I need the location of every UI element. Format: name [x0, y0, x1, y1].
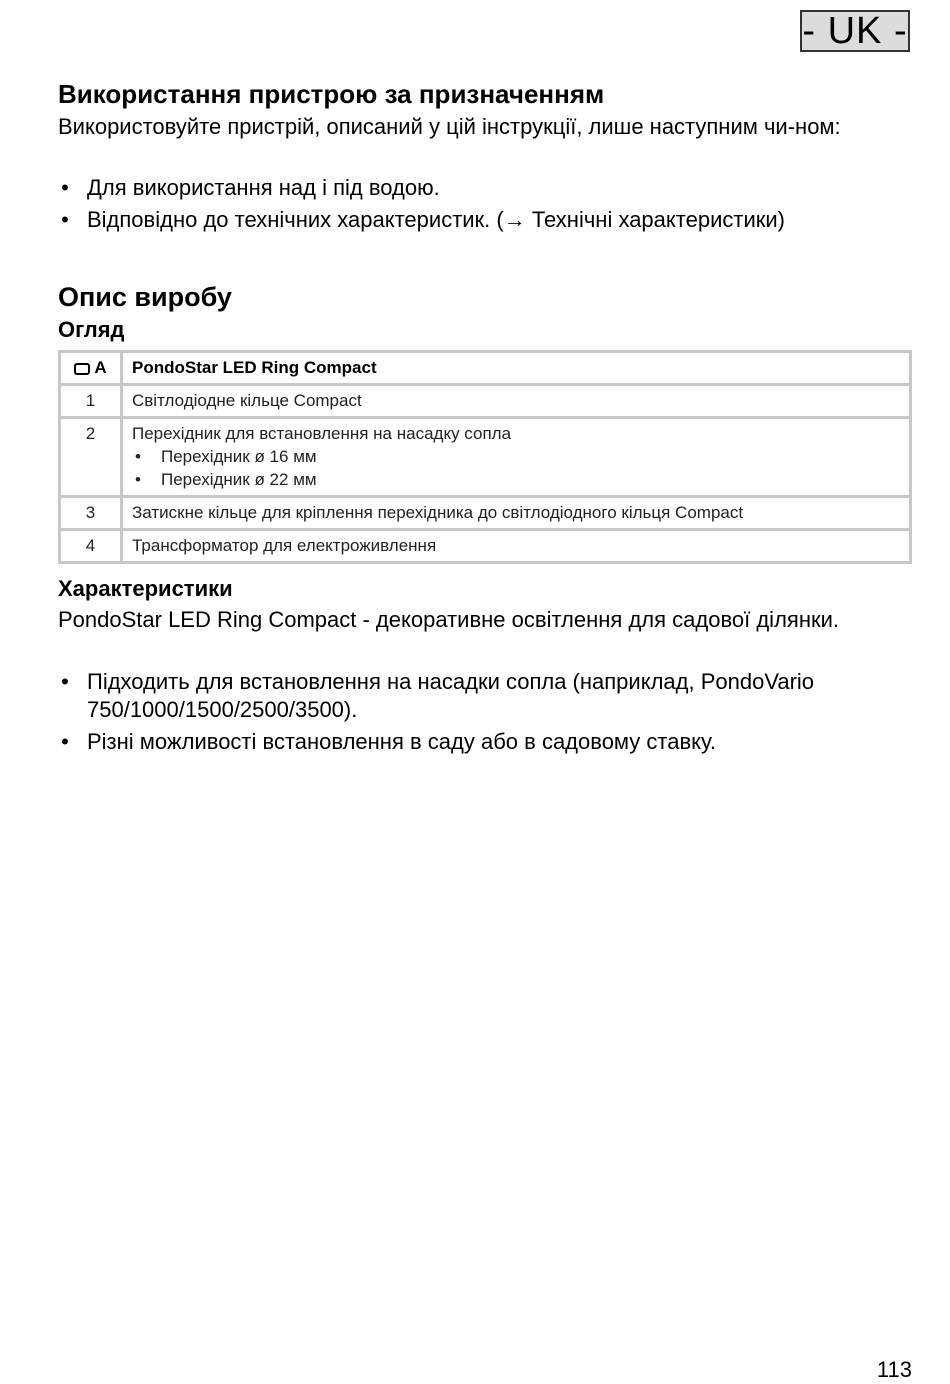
row-number: 1 [60, 385, 122, 418]
language-badge: - UK - [800, 10, 910, 52]
table-row [60, 418, 911, 497]
bullet-icon: • [135, 447, 141, 466]
table-row [60, 530, 911, 563]
row-cell [122, 418, 911, 497]
intended-use-list [58, 174, 912, 238]
figure-ref-cell [60, 352, 122, 385]
sublist-item-text: Перехідник ø 22 мм [161, 470, 317, 489]
characteristics-heading: Характеристики [58, 576, 233, 601]
row-text: Трансформатор для електроживлення [122, 530, 911, 563]
list-item [58, 174, 912, 202]
overview-heading: Огляд [58, 317, 125, 342]
row-number: 4 [60, 530, 122, 563]
characteristics-text: PondoStar LED Ring Compact - декоративне освітлення для садової ділянки. [58, 607, 839, 632]
bullet-icon: • [61, 175, 69, 200]
list-item [58, 668, 912, 724]
bullet-icon: • [61, 729, 69, 754]
intended-use-text: Використовуйте пристрій, описаний у цій інструкції, лише наступним чи-ном: [58, 114, 841, 139]
row-number: 2 [60, 418, 122, 497]
bullet-icon: • [61, 207, 69, 232]
characteristics-list [58, 668, 912, 760]
figure-label: A [94, 358, 107, 377]
row-text: Затискне кільце для кріплення перехідника до світлодіодного кільця Compact [122, 497, 911, 530]
product-description-heading: Опис виробу [58, 282, 232, 312]
row-sublist [132, 445, 900, 491]
overview-table [58, 350, 912, 564]
page-number: 113 [876, 1357, 912, 1382]
row-number: 3 [60, 497, 122, 530]
row-text: Світлодіодне кільце Compact [122, 385, 911, 418]
sublist-item [132, 445, 900, 468]
figure-frame-icon [74, 363, 90, 375]
list-item-text: Для використання над і під водою. [87, 175, 440, 200]
row-text: Перехідник для встановлення на насадку сопла [132, 424, 512, 443]
table-row [60, 385, 911, 418]
table-header-row [60, 352, 911, 385]
intended-use-heading: Використання пристрою за призначенням [58, 79, 605, 109]
list-item-text: Підходить для встановлення на насадки сопла (наприклад, PondoVario 750/1000/1500/2500/3500). [87, 669, 815, 722]
table-row [60, 497, 911, 530]
sublist-item [132, 468, 900, 491]
bullet-icon: • [61, 669, 69, 694]
bullet-icon: • [135, 470, 141, 489]
table-title-cell: PondoStar LED Ring Compact [122, 352, 911, 385]
list-item-text: Різні можливості встановлення в саду або в садовому ставку. [87, 729, 716, 754]
list-item [58, 206, 912, 234]
list-item [58, 728, 912, 756]
list-item-text: Відповідно до технічних характеристик. (→ Технічні характеристики) [87, 207, 785, 232]
sublist-item-text: Перехідник ø 16 мм [161, 447, 317, 466]
